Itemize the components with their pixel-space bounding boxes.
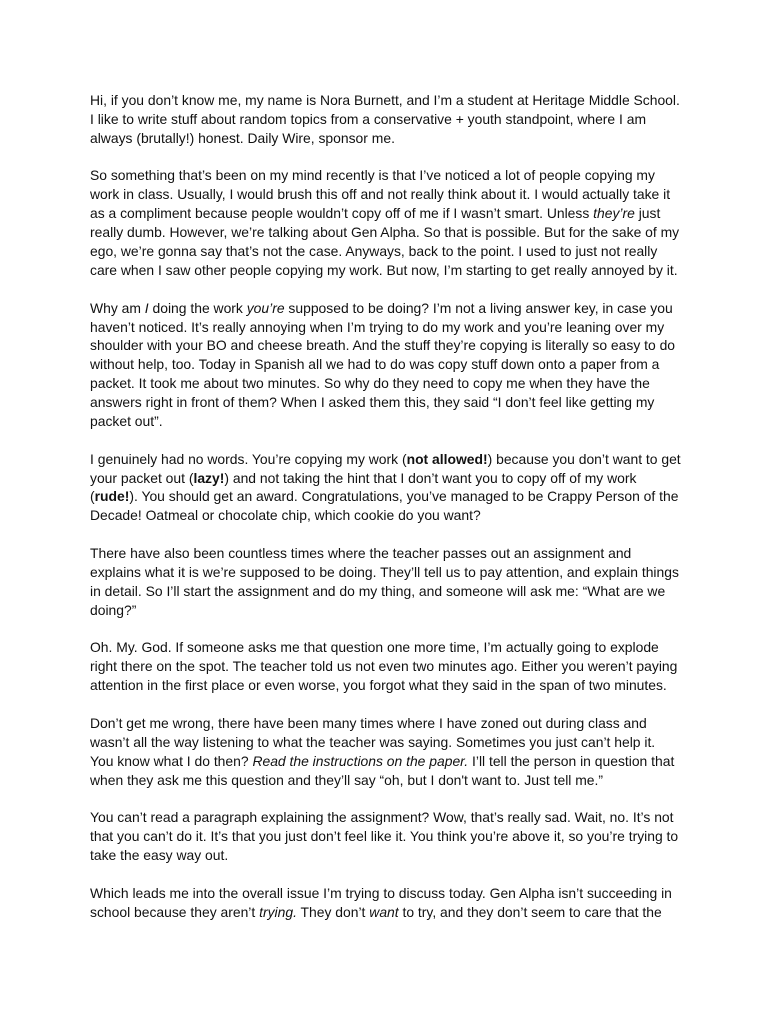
text-run: attention in the first place or even worse, you forgot what they said in the span of two minutes. — [90, 677, 667, 694]
text-line — [90, 299, 690, 318]
text-line — [90, 544, 690, 563]
text-run: answers right in front of them? When I asked them this, they said “I don’t feel like getting my — [90, 394, 655, 411]
text-run: Don’t get me wrong, there have been many times where I have zoned out during class and — [90, 714, 647, 731]
text-line — [90, 733, 690, 752]
bold-text: not allowed! — [406, 450, 488, 467]
italic-text: you’re — [246, 299, 285, 316]
text-run: doing?” — [90, 601, 137, 618]
text-line — [90, 714, 690, 733]
text-run: always (brutally!) honest. Daily Wire, sponsor me. — [90, 129, 395, 146]
text-run: in detail. So I’ll start the assignment and do my thing, and someone will ask me: “What are we — [90, 582, 666, 599]
text-run: ego, we’re gonna say that’s not the case. Anyways, back to the point. I used to just not really — [90, 243, 658, 260]
text-line — [90, 676, 690, 695]
text-run: Decade! Oatmeal or chocolate chip, which cookie do you want? — [90, 507, 481, 524]
text-line — [90, 374, 690, 393]
text-line — [90, 450, 690, 469]
text-line — [90, 393, 690, 412]
text-run: ) and not taking the hint that I don’t want you to copy off of my work — [224, 469, 637, 486]
text-line — [90, 91, 690, 110]
paragraph-4 — [90, 450, 690, 526]
paragraph-5 — [90, 544, 690, 620]
text-run: right there on the spot. The teacher told us not even two minutes ago. Either you weren’t paying — [90, 658, 678, 675]
text-run: when they ask me this question and they’ll say “oh, but I don't want to. Just tell me.” — [90, 771, 604, 788]
text-line — [90, 846, 690, 865]
text-line — [90, 261, 690, 280]
text-run: I genuinely had no words. You’re copying my work ( — [90, 450, 407, 467]
text-line — [90, 506, 690, 525]
text-line — [90, 166, 690, 185]
text-line — [90, 318, 690, 337]
text-run: school because they aren’t — [90, 903, 260, 920]
text-run: I like to write stuff about random topics from a conservative + youth standpoint, where I am — [90, 110, 647, 127]
italic-text: Read the instructions on the paper. — [252, 752, 469, 769]
text-line — [90, 487, 690, 506]
text-run: care when I saw other people copying my work. But now, I’m starting to get really annoyed by it. — [90, 261, 678, 278]
text-line — [90, 242, 690, 261]
text-line — [90, 110, 690, 129]
text-run: explains what it is we’re supposed to be doing. They’ll tell us to pay attention, and explain things — [90, 563, 679, 580]
text-line — [90, 771, 690, 790]
text-run: doing the work — [148, 299, 247, 316]
paragraph-1 — [90, 91, 690, 148]
text-run: ) because you don’t want to get — [487, 450, 681, 467]
text-line — [90, 563, 690, 582]
text-run: ). You should get an award. Congratulations, you’ve managed to be Crappy Person of the — [129, 488, 679, 505]
text-run: just — [634, 205, 661, 222]
bold-text: rude! — [94, 488, 130, 505]
text-run: There have also been countless times where the teacher passes out an assignment and — [90, 545, 632, 561]
text-run: ( — [90, 488, 95, 505]
text-line — [90, 808, 690, 827]
text-run: as a compliment because people wouldn’t copy off of me if I wasn’t smart. Unless — [90, 205, 594, 222]
text-line — [90, 884, 690, 903]
text-run: Why am — [90, 299, 145, 316]
text-run: really dumb. However, we’re talking about Gen Alpha. So that is possible. But for the sake of my — [90, 224, 680, 241]
text-run: You can’t read a paragraph explaining the assignment? Wow, that’s really sad. Wait, no. It’s not — [90, 809, 674, 826]
text-run: supposed to be doing? I’m not a living answer key, in case you — [284, 299, 673, 316]
text-run: that you can’t do it. It’s that you just don’t feel like it. You think you’re above it, so you’re trying to — [90, 828, 679, 845]
text-line — [90, 204, 690, 223]
text-line — [90, 752, 690, 771]
italic-text: trying. — [259, 903, 297, 920]
text-line — [90, 657, 690, 676]
text-run: to try, and they don’t seem to care that the — [398, 903, 662, 920]
text-run: packet out”. — [90, 412, 163, 429]
text-run: without help, too. Today in Spanish all we had to do was copy stuff down onto a paper from a — [90, 356, 660, 373]
text-run: So something that’s been on my mind recently is that I’ve noticed a lot of people copying my — [90, 167, 655, 184]
text-run: Which leads me into the overall issue I’m trying to discuss today. Gen Alpha isn’t succeeding in — [90, 884, 672, 901]
paragraph-9 — [90, 884, 690, 922]
paragraph-6 — [90, 638, 690, 695]
text-line — [90, 827, 690, 846]
text-line — [90, 355, 690, 374]
text-line — [90, 129, 690, 148]
text-run: You know what I do then? — [90, 752, 253, 769]
text-line — [90, 412, 690, 431]
text-line — [90, 601, 690, 620]
text-run: haven’t noticed. It’s really annoying when I’m trying to do my work and you’re leaning over my — [90, 318, 665, 335]
text-line — [90, 469, 690, 488]
text-line — [90, 185, 690, 204]
text-run: shoulder with your BO and cheese breath. And the stuff they’re copying is literally so easy to do — [90, 337, 676, 354]
italic-text: I — [144, 299, 149, 316]
paragraph-8 — [90, 808, 690, 865]
text-run: I’ll tell the person in question that — [468, 752, 675, 769]
text-line — [90, 638, 690, 657]
bold-text: lazy! — [193, 469, 225, 486]
document-body — [90, 91, 690, 940]
text-run: Oh. My. God. If someone asks me that question one more time, I’m actually going to explode — [90, 639, 659, 656]
text-run: wasn’t all the way listening to what the teacher was saying. Sometimes you just can’t help it. — [90, 733, 656, 750]
text-run: take the easy way out. — [90, 846, 229, 863]
text-line — [90, 582, 690, 601]
text-run: your packet out ( — [90, 469, 194, 486]
paragraph-3 — [90, 299, 690, 431]
text-line — [90, 336, 690, 355]
paragraph-7 — [90, 714, 690, 790]
italic-text: they’re — [593, 205, 635, 222]
text-run: packet. It took me about two minutes. So why do they need to copy me when they have the — [90, 375, 650, 392]
text-run: They don’t — [296, 903, 370, 920]
paragraph-2 — [90, 166, 690, 279]
text-run: work in class. Usually, I would brush this off and not really think about it. I would actually take it — [90, 186, 671, 203]
text-line — [90, 223, 690, 242]
italic-text: want — [369, 903, 399, 920]
text-line — [90, 903, 690, 922]
text-run: Hi, if you don’t know me, my name is Nora Burnett, and I’m a student at Heritage Middle School. — [90, 92, 680, 108]
